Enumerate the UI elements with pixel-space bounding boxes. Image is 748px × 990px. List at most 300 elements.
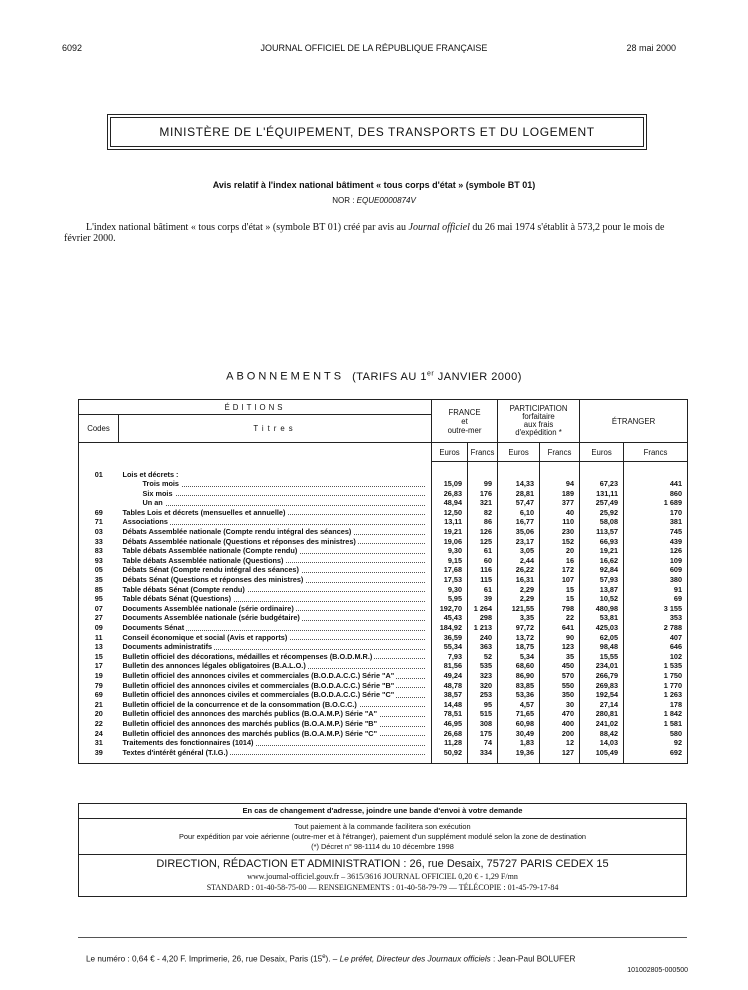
table-row xyxy=(79,661,688,671)
row-etranger-euros: 425,03 xyxy=(580,623,624,633)
row-participation-francs: 550 xyxy=(540,681,580,691)
row-france-francs: 320 xyxy=(468,681,498,691)
row-title-text: Débats Sénat (Questions et réponses des ministres) xyxy=(122,575,304,585)
row-code: 20 xyxy=(79,709,119,719)
prefet-name: : Jean-Paul BOLUFER xyxy=(493,954,576,964)
row-france-francs: 61 xyxy=(468,546,498,556)
row-etranger-euros: 92,84 xyxy=(580,565,624,575)
row-france-francs: 115 xyxy=(468,575,498,585)
row-title-text: Bulletin officiel des annonces civiles et commerciales (B.O.D.A.C.C.) Série "A" xyxy=(122,670,395,680)
row-france-francs: 39 xyxy=(468,594,498,604)
prefet-title: Le préfet, Directeur des Journaux officiels xyxy=(339,954,491,964)
row-etranger-euros: 266,79 xyxy=(580,671,624,681)
codes-header: Codes xyxy=(79,415,119,443)
row-participation-francs: 90 xyxy=(540,633,580,643)
row-participation-francs xyxy=(540,470,580,480)
row-etranger-francs: 407 xyxy=(624,633,688,643)
table-row xyxy=(79,633,688,643)
row-etranger-euros: 105,49 xyxy=(580,748,624,758)
row-france-francs: 323 xyxy=(468,671,498,681)
row-title xyxy=(119,585,432,595)
row-participation-euros: 19,36 xyxy=(498,748,540,758)
unit-euros-france: Euros xyxy=(432,443,468,462)
row-france-euros: 13,11 xyxy=(432,517,468,527)
row-code: 33 xyxy=(79,537,119,547)
table-row xyxy=(79,517,688,527)
row-participation-euros: 83,85 xyxy=(498,681,540,691)
row-france-euros xyxy=(432,470,468,480)
row-participation-euros: 71,65 xyxy=(498,709,540,719)
row-etranger-francs: 1 842 xyxy=(624,709,688,719)
row-etranger-francs: 92 xyxy=(624,738,688,748)
row-france-francs: 60 xyxy=(468,556,498,566)
row-title-text: Tables Lois et décrets (mensuelles et annuelle) xyxy=(122,507,286,517)
row-france-euros: 14,48 xyxy=(432,700,468,710)
table-row xyxy=(79,479,688,489)
row-etranger-francs: 860 xyxy=(624,489,688,499)
row-title-text: Bulletin officiel des décorations, médailles et récompenses (B.O.D.M.R.) xyxy=(122,651,373,661)
row-title-text: Lois et décrets : xyxy=(122,469,179,479)
row-participation-euros: 23,17 xyxy=(498,537,540,547)
row-title-text: Un an xyxy=(142,498,163,508)
subscriptions-title: ABONNEMENTS xyxy=(226,370,345,383)
row-etranger-francs: 1 750 xyxy=(624,671,688,681)
row-title xyxy=(119,633,432,643)
row-participation-euros: 13,72 xyxy=(498,633,540,643)
row-code: 21 xyxy=(79,700,119,710)
row-etranger-euros: 10,52 xyxy=(580,594,624,604)
row-france-francs: 176 xyxy=(468,489,498,499)
row-title xyxy=(119,690,432,700)
row-participation-euros: 16,77 xyxy=(498,517,540,527)
row-france-euros: 9,15 xyxy=(432,556,468,566)
row-etranger-euros: 241,02 xyxy=(580,719,624,729)
row-france-francs: 86 xyxy=(468,517,498,527)
row-title xyxy=(119,613,432,623)
row-code: 83 xyxy=(79,546,119,556)
table-row xyxy=(79,565,688,575)
row-code: 13 xyxy=(79,642,119,652)
row-participation-euros: 6,10 xyxy=(498,508,540,518)
row-participation-francs: 15 xyxy=(540,585,580,595)
row-code: 09 xyxy=(79,623,119,633)
row-etranger-euros: 27,14 xyxy=(580,700,624,710)
row-title xyxy=(119,681,432,691)
row-title-text: Six mois xyxy=(142,488,173,498)
row-france-francs: 253 xyxy=(468,690,498,700)
row-code: 24 xyxy=(79,729,119,739)
row-france-francs: 1 264 xyxy=(468,604,498,614)
payment-notes xyxy=(79,819,686,855)
row-etranger-francs: 1 770 xyxy=(624,681,688,691)
row-title-text: Documents Sénat xyxy=(122,623,185,632)
row-participation-euros: 121,55 xyxy=(498,604,540,614)
row-title xyxy=(119,594,432,604)
row-title-text: Bulletin officiel de la concurrence et de la consommation (B.O.C.C.) xyxy=(122,699,357,709)
row-participation-euros: 86,90 xyxy=(498,671,540,681)
row-etranger-euros: 58,08 xyxy=(580,517,624,527)
row-title xyxy=(119,565,432,575)
row-participation-francs: 20 xyxy=(540,546,580,556)
row-france-euros: 19,21 xyxy=(432,527,468,537)
row-participation-francs: 450 xyxy=(540,661,580,671)
row-participation-euros: 3,35 xyxy=(498,613,540,623)
row-france-francs: 1 213 xyxy=(468,623,498,633)
row-code: 22 xyxy=(79,719,119,729)
row-code xyxy=(79,498,119,508)
row-etranger-francs: 109 xyxy=(624,556,688,566)
table-row xyxy=(79,652,688,662)
row-france-euros: 50,92 xyxy=(432,748,468,758)
row-title xyxy=(119,700,432,710)
row-title-text: Bulletin officiel des annonces civiles et commerciales (B.O.D.A.C.C.) Série "B" xyxy=(122,680,395,690)
price-text: Le numéro : 0,64 € - 4,20 F. Imprimerie, 26, rue Desaix, Paris (15 xyxy=(86,954,323,964)
row-participation-euros: 14,33 xyxy=(498,479,540,489)
paragraph-text-a: L'index national bâtiment « tous corps d'état » (symbole BT 01) créé par avis au xyxy=(86,222,406,233)
row-etranger-francs: 380 xyxy=(624,575,688,585)
row-title-text: Débats Assemblée nationale (Questions et réponses des ministres) xyxy=(122,536,356,546)
row-france-francs xyxy=(468,470,498,480)
row-france-euros: 7,93 xyxy=(432,652,468,662)
row-etranger-francs: 609 xyxy=(624,565,688,575)
row-participation-euros: 60,98 xyxy=(498,719,540,729)
row-participation-francs: 22 xyxy=(540,613,580,623)
row-participation-francs: 172 xyxy=(540,565,580,575)
row-code: 03 xyxy=(79,527,119,537)
row-participation-francs: 230 xyxy=(540,527,580,537)
decree-note: (*) Décret n° 98-1114 du 10 décembre 1998 xyxy=(311,842,454,851)
row-etranger-euros: 16,62 xyxy=(580,556,624,566)
row-etranger-euros: 57,93 xyxy=(580,575,624,585)
row-etranger-euros: 192,54 xyxy=(580,690,624,700)
table-row xyxy=(79,709,688,719)
row-code xyxy=(79,479,119,489)
titres-header: Titres xyxy=(119,415,432,443)
nor-label: NOR : xyxy=(332,196,355,205)
row-participation-francs: 350 xyxy=(540,690,580,700)
row-etranger-euros: 234,01 xyxy=(580,661,624,671)
row-etranger-francs: 102 xyxy=(624,652,688,662)
row-title-text: Documents Assemblée nationale (série ordinaire) xyxy=(122,603,294,613)
page-number: 6092 xyxy=(62,43,83,53)
row-participation-francs: 40 xyxy=(540,508,580,518)
row-france-euros: 49,24 xyxy=(432,671,468,681)
row-title xyxy=(119,642,432,652)
row-code: 95 xyxy=(79,594,119,604)
row-participation-euros: 57,47 xyxy=(498,498,540,508)
row-title xyxy=(119,719,432,729)
row-title xyxy=(119,729,432,739)
row-participation-francs: 200 xyxy=(540,729,580,739)
row-etranger-francs: 69 xyxy=(624,594,688,604)
price-sup: e xyxy=(322,954,326,960)
row-participation-euros: 28,81 xyxy=(498,489,540,499)
row-france-euros: 9,30 xyxy=(432,546,468,556)
row-etranger-francs: 439 xyxy=(624,537,688,547)
row-france-euros: 38,57 xyxy=(432,690,468,700)
address-change-notice: En cas de changement d'adresse, joindre une bande d'envoi à votre demande xyxy=(79,804,686,819)
row-title xyxy=(119,556,432,566)
row-etranger-euros: 280,81 xyxy=(580,709,624,719)
row-code: 85 xyxy=(79,585,119,595)
editions-header: ÉDITIONS xyxy=(79,400,432,415)
row-etranger-euros: 19,21 xyxy=(580,546,624,556)
row-france-euros: 9,30 xyxy=(432,585,468,595)
row-title-text: Traitements des fonctionnaires (1014) xyxy=(122,738,254,748)
row-title xyxy=(119,652,432,662)
row-participation-euros: 3,05 xyxy=(498,546,540,556)
issue-date: 28 mai 2000 xyxy=(626,43,676,53)
row-france-euros: 48,78 xyxy=(432,681,468,691)
row-title-text: Conseil économique et social (Avis et rapports) xyxy=(122,632,288,642)
table-row xyxy=(79,585,688,595)
row-participation-francs: 123 xyxy=(540,642,580,652)
row-title-text: Textes d'intérêt général (T.I.G.) xyxy=(122,747,228,757)
row-france-francs: 240 xyxy=(468,633,498,643)
row-france-francs: 334 xyxy=(468,748,498,758)
row-participation-euros: 26,22 xyxy=(498,565,540,575)
notice-title: Avis relatif à l'index national bâtiment « tous corps d'état » (symbole BT 01) xyxy=(212,180,536,190)
row-france-euros: 48,94 xyxy=(432,498,468,508)
row-title xyxy=(119,709,432,719)
row-title-text: Table débats Sénat (Compte rendu) xyxy=(122,584,245,594)
row-title-text: Débats Sénat (Compte rendu intégral des séances) xyxy=(122,565,299,575)
row-participation-francs: 12 xyxy=(540,738,580,748)
row-etranger-euros: 67,23 xyxy=(580,479,624,489)
table-row xyxy=(79,671,688,681)
row-participation-euros: 53,36 xyxy=(498,690,540,700)
payment-note-1: Tout paiement à la commande facilitera son exécution xyxy=(294,822,471,831)
table-row xyxy=(79,527,688,537)
bottom-rule xyxy=(78,937,687,938)
row-france-euros: 11,28 xyxy=(432,738,468,748)
row-france-euros: 15,09 xyxy=(432,479,468,489)
row-etranger-francs: 353 xyxy=(624,613,688,623)
row-title xyxy=(119,517,432,527)
row-france-francs: 125 xyxy=(468,537,498,547)
row-code: 07 xyxy=(79,604,119,614)
table-row xyxy=(79,681,688,691)
row-participation-euros: 97,72 xyxy=(498,623,540,633)
row-title-text: Bulletin officiel des annonces des marchés publics (B.O.A.M.P.) Série "A" xyxy=(122,709,378,719)
row-participation-francs: 16 xyxy=(540,556,580,566)
row-france-euros: 36,59 xyxy=(432,633,468,643)
row-france-euros: 184,92 xyxy=(432,623,468,633)
direction-address: DIRECTION, RÉDACTION ET ADMINISTRATION : 26, rue Desaix, 75727 PARIS CEDEX 15 xyxy=(156,858,609,870)
row-title-text: Table débats Assemblée nationale (Questions) xyxy=(122,555,284,565)
row-france-francs: 95 xyxy=(468,700,498,710)
row-france-francs: 126 xyxy=(468,527,498,537)
payment-note-2: Pour expédition par voie aérienne (outre-mer et à l'étranger), paiement d'un supplément modulé selon la zone de destination xyxy=(178,832,587,841)
row-etranger-euros: 257,49 xyxy=(580,498,624,508)
row-code: 69 xyxy=(79,508,119,518)
row-etranger-francs: 1 689 xyxy=(624,498,688,508)
row-title-text: Documents Assemblée nationale (série budgétaire) xyxy=(122,613,300,623)
table-row xyxy=(79,642,688,652)
row-etranger-francs: 170 xyxy=(624,508,688,518)
subscriptions-heading xyxy=(0,370,748,383)
row-france-francs: 74 xyxy=(468,738,498,748)
table-row xyxy=(79,508,688,518)
row-france-francs: 298 xyxy=(468,613,498,623)
row-france-francs: 175 xyxy=(468,729,498,739)
row-france-francs: 61 xyxy=(468,585,498,595)
row-title xyxy=(119,604,432,614)
row-etranger-francs: 91 xyxy=(624,585,688,595)
table-row xyxy=(79,623,688,633)
table-row xyxy=(79,748,688,758)
row-participation-euros: 68,60 xyxy=(498,661,540,671)
row-participation-francs: 35 xyxy=(540,652,580,662)
table-row xyxy=(79,604,688,614)
row-code: 19 xyxy=(79,671,119,681)
row-etranger-francs xyxy=(624,470,688,480)
row-participation-francs: 189 xyxy=(540,489,580,499)
row-code: 93 xyxy=(79,556,119,566)
row-participation-francs: 15 xyxy=(540,594,580,604)
row-title-text: Bulletin des annonces légales obligatoires (B.A.L.O.) xyxy=(122,661,306,671)
unit-francs-france: Francs xyxy=(468,443,498,462)
row-etranger-francs: 1 581 xyxy=(624,719,688,729)
row-france-francs: 308 xyxy=(468,719,498,729)
row-etranger-francs: 441 xyxy=(624,479,688,489)
row-participation-francs: 94 xyxy=(540,479,580,489)
row-participation-euros: 2,29 xyxy=(498,585,540,595)
row-etranger-euros: 53,81 xyxy=(580,613,624,623)
row-france-euros: 45,43 xyxy=(432,613,468,623)
subscriptions-subtitle-sup: er xyxy=(426,370,435,377)
nor-code: EQUE0000874V xyxy=(356,196,416,205)
row-etranger-francs: 2 788 xyxy=(624,623,688,633)
row-etranger-euros: 66,93 xyxy=(580,537,624,547)
row-etranger-euros: 15,55 xyxy=(580,652,624,662)
row-title-text: Table débats Assemblée nationale (Compte rendu) xyxy=(122,546,298,556)
table-row xyxy=(79,537,688,547)
row-title xyxy=(119,537,432,547)
row-participation-euros: 1,83 xyxy=(498,738,540,748)
row-etranger-francs: 178 xyxy=(624,700,688,710)
row-title xyxy=(119,479,432,489)
table-row xyxy=(79,489,688,499)
row-participation-euros: 30,49 xyxy=(498,729,540,739)
row-participation-francs: 470 xyxy=(540,709,580,719)
row-code: 35 xyxy=(79,575,119,585)
row-code: 71 xyxy=(79,517,119,527)
table-row xyxy=(79,613,688,623)
row-etranger-euros: 269,83 xyxy=(580,681,624,691)
row-participation-francs: 798 xyxy=(540,604,580,614)
row-title xyxy=(119,546,432,556)
row-code xyxy=(79,489,119,499)
row-france-euros: 17,53 xyxy=(432,575,468,585)
row-participation-francs: 641 xyxy=(540,623,580,633)
row-title xyxy=(119,661,432,671)
row-title xyxy=(119,738,432,748)
row-etranger-francs: 126 xyxy=(624,546,688,556)
subscription-table xyxy=(78,399,687,764)
row-etranger-euros xyxy=(580,470,624,480)
row-etranger-euros: 25,92 xyxy=(580,508,624,518)
row-code: 31 xyxy=(79,738,119,748)
row-france-euros: 26,68 xyxy=(432,729,468,739)
row-france-francs: 52 xyxy=(468,652,498,662)
row-title-text: Table débats Sénat (Questions) xyxy=(122,594,232,604)
row-title-text: Trois mois xyxy=(142,479,179,489)
france-header: FRANCE et outre-mer xyxy=(432,400,498,443)
row-participation-euros: 18,75 xyxy=(498,642,540,652)
row-etranger-euros: 98,48 xyxy=(580,642,624,652)
row-france-euros: 78,51 xyxy=(432,709,468,719)
row-code: 79 xyxy=(79,681,119,691)
table-row xyxy=(79,738,688,748)
row-etranger-francs: 381 xyxy=(624,517,688,527)
table-row xyxy=(79,729,688,739)
row-france-euros: 55,34 xyxy=(432,642,468,652)
notice-paragraph xyxy=(64,222,680,244)
row-participation-euros xyxy=(498,470,540,480)
row-etranger-euros: 13,87 xyxy=(580,585,624,595)
table-row xyxy=(79,470,688,480)
subscriptions-subtitle-b: JANVIER 2000) xyxy=(434,370,522,383)
etranger-header: ÉTRANGER xyxy=(580,400,688,443)
row-etranger-francs: 1 263 xyxy=(624,690,688,700)
price-end: ). – xyxy=(325,954,338,964)
row-etranger-euros: 131,11 xyxy=(580,489,624,499)
row-france-francs: 535 xyxy=(468,661,498,671)
row-title xyxy=(119,470,432,480)
direction-contact xyxy=(79,855,686,896)
row-participation-euros: 35,06 xyxy=(498,527,540,537)
row-title xyxy=(119,623,432,633)
participation-header: PARTICIPATION forfaitaire aux frais d'expédition * xyxy=(498,400,580,443)
row-etranger-francs: 745 xyxy=(624,527,688,537)
row-france-euros: 192,70 xyxy=(432,604,468,614)
row-code: 01 xyxy=(79,470,119,480)
unit-francs-participation: Francs xyxy=(540,443,580,462)
row-title-text: Bulletin officiel des annonces civiles et commerciales (B.O.D.A.C.C.) Série "C" xyxy=(122,690,395,700)
row-france-francs: 363 xyxy=(468,642,498,652)
row-title xyxy=(119,489,432,499)
row-participation-francs: 30 xyxy=(540,700,580,710)
table-row xyxy=(79,498,688,508)
row-france-euros: 81,56 xyxy=(432,661,468,671)
paragraph-journal: Journal officiel xyxy=(408,222,470,233)
row-title-text: Bulletin officiel des annonces des marchés publics (B.O.A.M.P.) Série "C" xyxy=(122,728,378,738)
row-france-euros: 17,68 xyxy=(432,565,468,575)
row-participation-francs: 107 xyxy=(540,575,580,585)
row-participation-francs: 400 xyxy=(540,719,580,729)
row-france-euros: 26,83 xyxy=(432,489,468,499)
row-code: 17 xyxy=(79,661,119,671)
row-france-francs: 321 xyxy=(468,498,498,508)
row-france-francs: 116 xyxy=(468,565,498,575)
website-minitel: www.journal-officiel.gouv.fr – 3615/3616 JOURNAL OFFICIEL 0,20 € - 1,29 F/mn xyxy=(247,872,518,881)
row-code: 39 xyxy=(79,748,119,758)
table-row xyxy=(79,690,688,700)
row-etranger-euros: 480,98 xyxy=(580,604,624,614)
row-participation-francs: 110 xyxy=(540,517,580,527)
price-line xyxy=(86,954,575,964)
table-row xyxy=(79,546,688,556)
row-code: 27 xyxy=(79,613,119,623)
row-france-euros: 12,50 xyxy=(432,508,468,518)
table-row xyxy=(79,575,688,585)
row-code: 05 xyxy=(79,565,119,575)
row-etranger-euros: 113,57 xyxy=(580,527,624,537)
row-code: 11 xyxy=(79,633,119,643)
ministry-heading: MINISTÈRE DE L'ÉQUIPEMENT, DES TRANSPORTS ET DU LOGEMENT xyxy=(110,117,644,147)
row-participation-francs: 127 xyxy=(540,748,580,758)
